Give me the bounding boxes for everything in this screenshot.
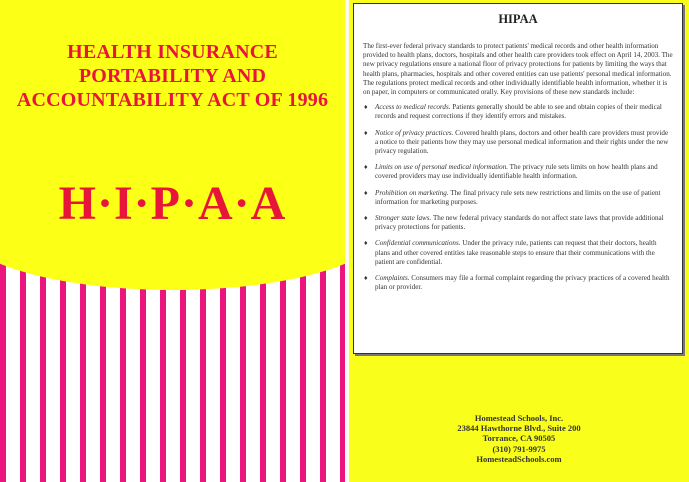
back-page [349, 0, 689, 482]
cover-acronym: H·I·P·A·A [58, 177, 287, 230]
hipaa-info-box [353, 3, 683, 354]
bullet-icon: ♦ [364, 239, 368, 248]
provision-text: The final privacy rule sets new restrictions and limits on the use of patient information for marketing purposes. [375, 188, 661, 206]
bullet-icon: ♦ [364, 274, 368, 283]
list-item [363, 103, 673, 121]
provision-term: Confidential communications. [375, 239, 461, 248]
info-heading: HIPAA [498, 12, 538, 26]
provision-term: Access to medical records. [375, 103, 451, 112]
cover-title [0, 40, 345, 112]
bullet-icon: ♦ [364, 128, 368, 137]
bullet-icon: ♦ [364, 103, 368, 112]
provision-term: Complaints. [375, 274, 410, 283]
bullet-icon: ♦ [364, 214, 368, 223]
list-item [363, 163, 673, 181]
website: HomesteadSchools.com [476, 453, 562, 464]
provision-term: Limits on use of personal medical information. [375, 163, 509, 172]
provision-text: The privacy rule sets limits on how health plans and covered providers may use individually identifiable health information. [375, 163, 658, 181]
list-item [363, 189, 673, 207]
phone-number: (310) 791-9975 [492, 443, 546, 454]
cover-title-line: PORTABILITY AND [78, 65, 267, 87]
provision-text: Covered health plans, doctors and other health care providers must provide a notice to their patients how they may use personal medical information and their rights under the new privacy regulation. [375, 128, 669, 156]
list-item [363, 214, 673, 232]
cover-title-line: HEALTH INSURANCE [67, 41, 278, 63]
provision-text: Under the privacy rule, patients can request that their doctors, health plans and other covered entities take reasonable steps to ensure that their communications with the patient are confidential. [375, 239, 657, 266]
cover-title-line: ACCOUNTABILITY ACT OF 1996 [16, 89, 329, 111]
address-line: 23844 Hawthorne Blvd., Suite 200 [457, 423, 581, 434]
provision-text: Patients generally should be able to see and obtain copies of their medical records and request corrections if they identify errors and mistakes. [375, 103, 662, 121]
provision-term: Notice of privacy practices. [375, 128, 454, 137]
bullet-icon: ♦ [364, 188, 368, 197]
list-item [363, 129, 673, 157]
list-item [363, 274, 673, 292]
provision-text: The new federal privacy standards do not affect state laws that provide additional privacy protections for patients. [375, 214, 664, 232]
address-line: Torrance, CA 90505 [482, 433, 556, 444]
intro-paragraph: The first-ever federal privacy standards to protect patients' medical records and other health information provided to health plans, doctors, hospitals and other health care providers took effect on April 14, 2003. The new privacy regulations ensure a national floor of privacy protections for patients by limiting the ways that health plans, pharmacies, hospitals and other covered entities can use patients' personal medical information. The regulations protect medical records and other individually identifiable health information, whether it is on paper, in computers or communicated orally. Key provisions of these new standards include: [363, 42, 673, 97]
provisions-list [363, 103, 673, 292]
provision-term: Stronger state laws. [375, 214, 432, 223]
provision-term: Prohibition on marketing. [375, 188, 449, 197]
list-item [363, 239, 673, 267]
company-name: Homestead Schools, Inc. [474, 413, 564, 423]
contact-block [349, 413, 689, 464]
provision-text: Consumers may file a formal complaint regarding the privacy practices of a covered health plan or provider. [375, 274, 670, 292]
bullet-icon: ♦ [364, 163, 368, 172]
